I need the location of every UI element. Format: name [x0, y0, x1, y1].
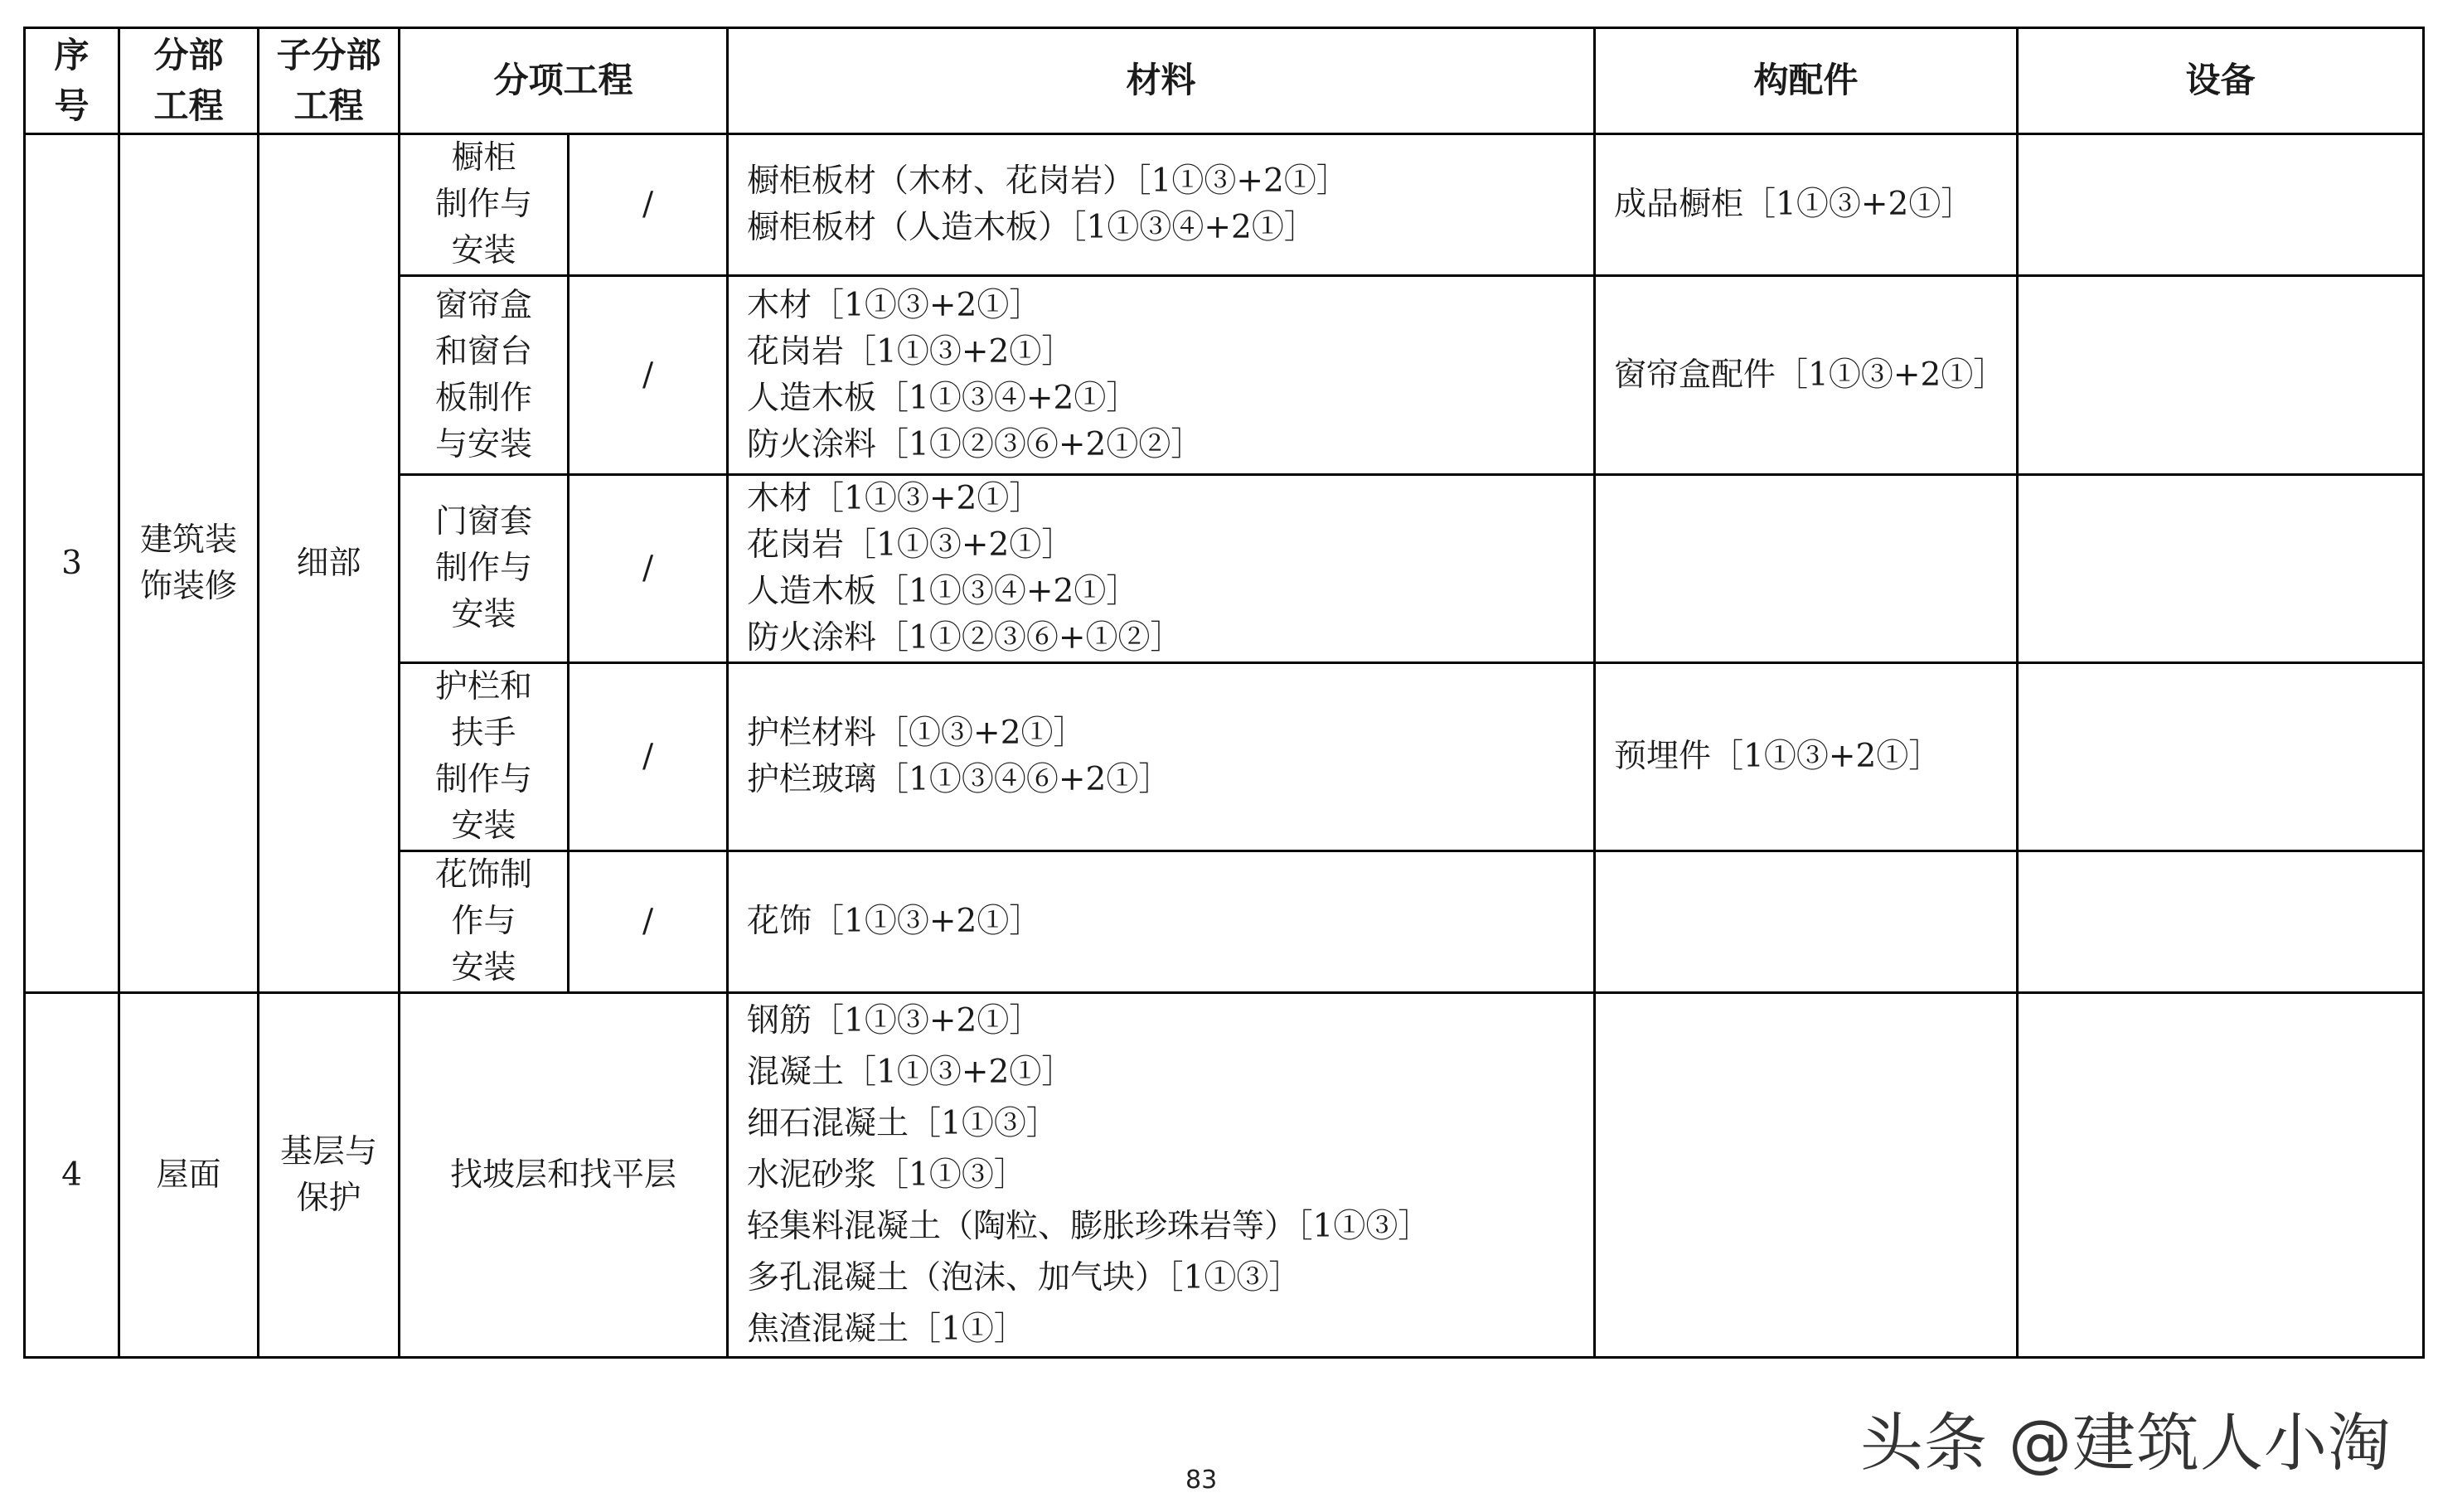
- header-seq: 序 号: [25, 28, 119, 134]
- slash-cell: /: [569, 475, 728, 663]
- header-item: 分项工程: [400, 28, 728, 134]
- equipment-cell: [2018, 851, 2424, 993]
- header-division: 分部 工程: [119, 28, 259, 134]
- materials-cell: 橱柜板材（木材、花岗岩）［1①③+2①］ 橱柜板材（人造木板）［1①③④+2①］: [728, 134, 1595, 276]
- equipment-cell: [2018, 993, 2424, 1358]
- equipment-cell: [2018, 276, 2424, 475]
- components-cell: 成品橱柜［1①③+2①］: [1595, 134, 2018, 276]
- equipment-cell: [2018, 134, 2424, 276]
- components-cell: [1595, 475, 2018, 663]
- equipment-cell: [2018, 663, 2424, 851]
- header-components: 构配件: [1595, 28, 2018, 134]
- slash-cell: /: [569, 851, 728, 993]
- header-materials: 材料: [728, 28, 1595, 134]
- seq-cell: 4: [25, 993, 119, 1358]
- division-cell: 建筑装 饰装修: [119, 134, 259, 993]
- item-cell: 找坡层和找平层: [400, 993, 728, 1358]
- header-row: [25, 28, 2424, 134]
- components-cell: 窗帘盒配件［1①③+2①］: [1595, 276, 2018, 475]
- subdivision-cell: 基层与 保护: [259, 993, 400, 1358]
- components-cell: [1595, 851, 2018, 993]
- watermark: 头条 @建筑人小淘: [1859, 1406, 2392, 1480]
- table-row: [25, 134, 2424, 276]
- components-cell: 预埋件［1①③+2①］: [1595, 663, 2018, 851]
- slash-cell: /: [569, 134, 728, 276]
- materials-cell: 护栏材料［①③+2①］ 护栏玻璃［1①③④⑥+2①］: [728, 663, 1595, 851]
- header-equipment: 设备: [2018, 28, 2424, 134]
- equipment-cell: [2018, 475, 2424, 663]
- slash-cell: /: [569, 276, 728, 475]
- item-cell: 花饰制 作与 安装: [400, 851, 569, 993]
- item-cell: 窗帘盒 和窗台 板制作 与安装: [400, 276, 569, 475]
- materials-cell: 花饰［1①③+2①］: [728, 851, 1595, 993]
- material-table: [23, 27, 2425, 1359]
- subdivision-cell: 细部: [259, 134, 400, 993]
- materials-cell: 钢筋［1①③+2①］ 混凝土［1①③+2①］ 细石混凝土［1①③］ 水泥砂浆［1①③］ 轻集料混凝土（陶粒、膨胀珍珠岩等）［1①③］ 多孔混凝土（泡沫、加气块）［1①③］ 焦渣混凝土［1①］: [728, 993, 1595, 1358]
- slash-cell: /: [569, 663, 728, 851]
- table-row: [25, 993, 2424, 1358]
- seq-cell: 3: [25, 134, 119, 993]
- materials-cell: 木材［1①③+2①］ 花岗岩［1①③+2①］ 人造木板［1①③④+2①］ 防火涂料［1①②③⑥+2①②］: [728, 276, 1595, 475]
- components-cell: [1595, 993, 2018, 1358]
- division-cell: 屋面: [119, 993, 259, 1358]
- materials-cell: 木材［1①③+2①］ 花岗岩［1①③+2①］ 人造木板［1①③④+2①］ 防火涂料［1①②③⑥+①②］: [728, 475, 1595, 663]
- page-number: 83: [1185, 1466, 1218, 1495]
- item-cell: 门窗套 制作与 安装: [400, 475, 569, 663]
- item-cell: 橱柜 制作与 安装: [400, 134, 569, 276]
- item-cell: 护栏和 扶手 制作与 安装: [400, 663, 569, 851]
- header-subdivision: 子分部 工程: [259, 28, 400, 134]
